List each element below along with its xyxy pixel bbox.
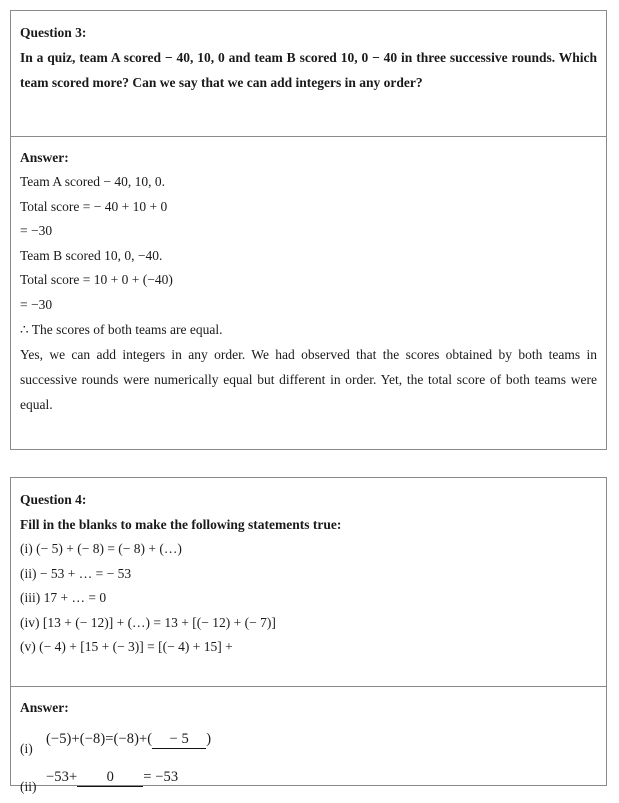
answer-math-expression	[46, 769, 178, 796]
question-4-prompt-cell	[11, 478, 606, 686]
blank-field-i[interactable]: − 5	[152, 731, 206, 749]
question-4-body: Fill in the blanks to make the following statements true:	[20, 517, 342, 532]
answer-line: Total score = 10 + 0 + (−40)	[20, 272, 173, 288]
answer-math-row	[20, 720, 597, 758]
answer-line: Team B scored 10, 0, −40.	[20, 247, 163, 263]
answer-line: = −30	[20, 296, 53, 312]
expression-after-blank: = −53	[143, 769, 179, 785]
answer-heading-3: Answer:	[20, 150, 69, 165]
answer-math-row	[20, 758, 597, 796]
expression-after-blank: )	[206, 731, 212, 747]
answer-line: = −30	[20, 223, 53, 239]
question-3-heading: Question 3:	[20, 25, 87, 40]
answer-math-label: (i)	[20, 741, 33, 756]
question-4-heading: Question 4:	[20, 492, 87, 507]
answer-line: ∴ The scores of both teams are equal.	[20, 321, 223, 337]
question-3-body: In a quiz, team A scored − 40, 10, 0 and team B scored 10, 0 − 40 in three successive rounds. Which team scored more? Can we say that we can add integers in any order?	[20, 50, 597, 90]
question-4-box	[10, 477, 607, 794]
answer-line: Team A scored − 40, 10, 0.	[20, 174, 166, 189]
expression-before-blank: −53+	[46, 769, 78, 785]
question-3-answer-cell	[11, 136, 606, 449]
blank-field-ii[interactable]: 0	[77, 769, 143, 787]
question-4-item: (v) (− 4) + [15 + (− 3)] = [(− 4) + 15] +	[20, 639, 233, 655]
question-3-box	[10, 10, 607, 450]
question-4-answer-cell	[11, 686, 606, 794]
question-3-prompt-cell	[11, 11, 606, 136]
question-4-item: (ii) − 53 + … = − 53	[20, 565, 132, 581]
answer-math-expression	[46, 731, 211, 758]
answer-line: Total score = − 40 + 10 + 0	[20, 198, 168, 214]
answer-heading-4: Answer:	[20, 700, 69, 715]
question-4-item: (iv) [13 + (− 12)] + (…) = 13 + [(− 12) + (− 7)]	[20, 614, 276, 630]
question-4-item: (iii) 17 + … = 0	[20, 590, 107, 606]
question-4-item: (i) (− 5) + (− 8) = (− 8) + (…)	[20, 541, 182, 556]
expression-before-blank: (−5)+(−8)=(−8)+(	[46, 731, 153, 747]
answer-paragraph-3: Yes, we can add integers in any order. We had observed that the scores obtained by both teams in successive rounds were numerically equal but different in order. Yet, the total score of both teams were equal.	[20, 347, 597, 413]
answer-math-label: (ii)	[20, 779, 37, 794]
